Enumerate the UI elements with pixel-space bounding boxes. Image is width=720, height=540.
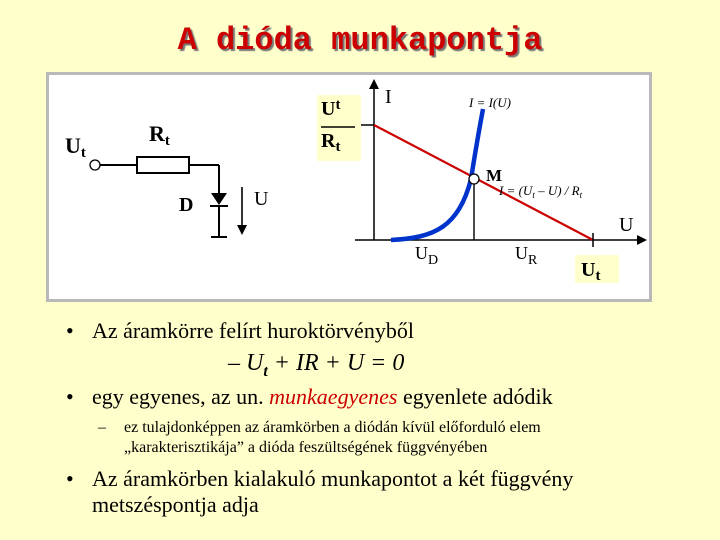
intercept-denominator: $R_t$	[321, 130, 341, 155]
x-axis-arrow	[637, 235, 647, 245]
iv-graph	[317, 79, 647, 284]
voltage-arrowhead	[237, 225, 247, 235]
bullet-text-line-2: metszéspontja adja	[92, 492, 259, 517]
operating-point	[469, 174, 479, 184]
diode-label: D	[179, 194, 194, 216]
diode-operating-point-diagram	[49, 75, 649, 299]
x-axis-label: U	[619, 214, 634, 236]
source-terminal	[90, 160, 100, 170]
diode-symbol	[211, 193, 227, 205]
load-line-label: $I = (U_t - U) / R_t$	[499, 183, 583, 200]
bullet-text-line-1: Az áramkörben kialakuló munkapontot a két függvény	[92, 466, 574, 491]
circuit	[65, 121, 269, 237]
bullet-text-part: egyenlete adódik	[397, 384, 553, 409]
voltage-label: U	[254, 188, 269, 210]
y-axis-arrow	[369, 79, 379, 89]
operating-point-label: M	[486, 166, 503, 185]
y-axis-label: I	[385, 86, 392, 108]
sub-bullet-line-1: ez tulajdonképpen az áramkörben a diódán kívül előforduló elem	[124, 419, 541, 436]
resistor	[137, 157, 189, 173]
bullet-dot: •	[66, 384, 74, 409]
sub-bullet-dash: –	[98, 419, 106, 436]
highlighted-term: munkaegyenes	[269, 384, 398, 409]
ud-label: $U_D$	[415, 243, 439, 268]
diode-curve-label: I = I(U)	[469, 95, 511, 110]
diagram-panel	[46, 72, 652, 302]
source-label: Ut	[65, 133, 86, 161]
bullet-text-part: egy egyenes, az un.	[92, 384, 270, 409]
kirchhoff-equation	[228, 350, 405, 380]
equation-rest: + IR + U = 0	[267, 350, 405, 376]
ut-label: $U_t$	[581, 259, 601, 284]
bullet-text	[92, 384, 553, 410]
resistor-label: Rt	[149, 121, 170, 149]
equation-subscript: t	[263, 363, 268, 380]
bullet-text: Az áramkörre felírt huroktörvényből	[92, 318, 414, 343]
ur-label: $U_R$	[515, 243, 538, 268]
equation-minus-u: – U	[228, 350, 264, 376]
intercept-numerator: $U^t$	[321, 97, 341, 120]
sub-bullet-line-2: „karakterisztikája” a dióda feszültségének függvényében	[124, 439, 488, 456]
slide-title: A dióda munkapontja	[177, 22, 543, 59]
bullet-dot: •	[66, 318, 74, 343]
bullet-dot: •	[66, 466, 74, 491]
